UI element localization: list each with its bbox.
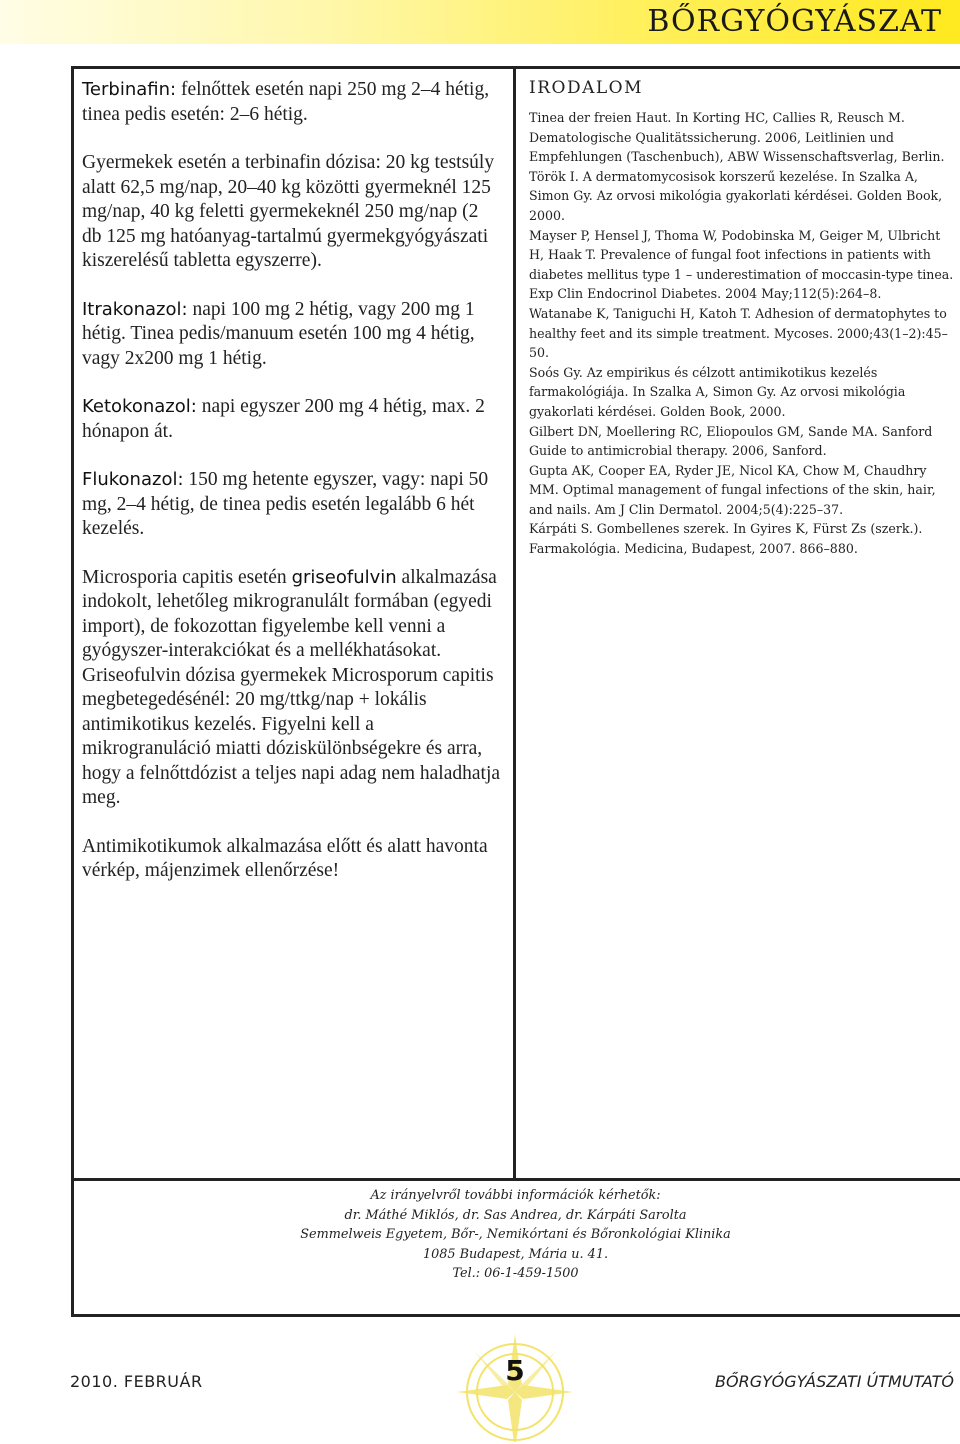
ketokonazol-paragraph (82, 395, 502, 444)
contact-info (71, 1186, 960, 1284)
drug-name-terbinafin: Terbinafin: (82, 79, 177, 100)
contact-authors: dr. Máthé Miklós, dr. Sas Andrea, dr. Kárpáti Sarolta (344, 1207, 687, 1223)
contact-institution: Semmelweis Egyetem, Bőr-, Nemikórtani és Bőronkológiai Klinika (300, 1227, 731, 1243)
drug-name-griseofulvin: griseofulvin (291, 566, 397, 588)
references-title: IRODALOM (529, 78, 643, 98)
contact-intro: Az irányelvről további információk kérhetők: (370, 1188, 661, 1203)
publication-title: BŐRGYÓGYÁSZATI ÚTMUTATÓ (715, 1372, 954, 1391)
drug-name-ketokonazol: Ketokonazol: (82, 396, 197, 417)
page-number: 5 (505, 1354, 525, 1387)
dosage-column (82, 78, 502, 908)
reference-item: Török I. A dermatomycosisok korszerű kezelése. In Szalka A, Simon Gy. Az orvosi mikológia gyakorlati kérdései. Golden Book, 2000. (529, 168, 943, 223)
child-dose-paragraph: Gyermekek esetén a terbinafin dózisa: 20 kg testsúly alatt 62,5 mg/nap, 20–40 kg közötti gyermeknél 125 mg/nap, 40 kg feletti gyermekeknél 250 mg/nap (2 db 125 mg hatóanyag-tartalmú gyermekgyógyászati kiszerelésű tabletta egyszerre). (82, 152, 495, 271)
microsporia-text-after: alkalmazása indokolt, lehetőleg mikrogranulált formában (egyedi import), de fokozottan figyelembe kell venni a gyógyszer-interakciókat és a mellékhatásokat. Griseofulvin dózisa gyermekek Microsporum capitis megbetegedésénél: 20 mg/ttkg/nap + lokális antimikotikus kezelés. Figyelni kell a mikrogranuláció miatti dóziskülönbségekre és arra, hogy a felnőttdózist a teljes napi adag nem haladhatja meg. (82, 566, 501, 808)
terbinafin-text: felnőttek esetén napi 250 mg 2–4 hétig, tinea pedis esetén: 2–6 hétig. (82, 79, 490, 125)
reference-item: Gupta AK, Cooper EA, Ryder JE, Nicol KA, Chow M, Chaudhry MM. Optimal management of fungal infections of the skin, hair, and nails. Am J Clin Dermatol. 2004;5(4):225–37. (529, 462, 936, 517)
journal-title: BŐRGYÓGYÁSZAT (647, 4, 942, 39)
contact-phone: Tel.: 06-1-459-1500 (452, 1266, 579, 1282)
flukonazol-paragraph (82, 468, 502, 542)
itrakonazol-text: napi 100 mg 2 hétig, vagy 200 mg 1 hétig. Tinea pedis/manuum esetén 100 mg 4 hétig, vagy 2x200 mg 1 hétig. (82, 298, 475, 369)
drug-name-itrakonazol: Itrakonazol: (82, 298, 188, 320)
flukonazol-text: 150 mg hetente egyszer, vagy: napi 50 mg, 2–4 hétig, de tinea pedis esetén legalább 6 hét kezelés. (82, 469, 489, 539)
reference-item: Tinea der freien Haut. In Korting HC, Callies R, Reusch M. Dematologische Qualitätssicherung. 2006, Leitlinien und Empfehlungen (Taschenbuch), ABW Wissenschaftsverlag, Berlin. (529, 110, 945, 165)
microsporia-text-before: Microsporia capitis esetén (82, 566, 292, 588)
reference-item: Watanabe K, Taniguchi H, Katoh T. Adhesion of dermatophytes to healthy feet and its simple treatment. Mycoses. 2000;43(1–2):45–50. (529, 305, 948, 361)
reference-item: Kárpáti S. Gombellenes szerek. In Gyires K, Fürst Zs (szerk.). Farmakológia. Medicina, Budapest, 2007. 866–880. (529, 521, 923, 557)
microsporia-paragraph (82, 566, 502, 811)
references-column (529, 76, 954, 559)
contact-address: 1085 Budapest, Mária u. 41. (422, 1246, 609, 1262)
monitoring-paragraph: Antimikotikumok alkalmazása előtt és alatt havonta vérkép, májenzimek ellenőrzése! (82, 835, 488, 881)
issue-date: 2010. FEBRUÁR (70, 1372, 203, 1391)
itrakonazol-paragraph (82, 298, 502, 372)
ketokonazol-text: napi egyszer 200 mg 4 hétig, max. 2 hónapon át. (82, 396, 485, 442)
terbinafin-paragraph (82, 78, 502, 127)
reference-item: Mayser P, Hensel J, Thoma W, Podobinska M, Geiger M, Ulbricht H, Haak T. Prevalence of fungal foot infections in patients with diabetes mellitus type 1 – underestimation of moccasin-type tinea. Exp Clin Endocrinol Diabetes. 2004 May;112(5):264–8. (529, 227, 954, 302)
drug-name-flukonazol: Flukonazol: (82, 469, 184, 490)
reference-item: Soós Gy. Az empirikus és célzott antimikotikus kezelés farmakológiája. In Szalka A, Simon Gy. Az orvosi mikológia gyakorlati kérdései. Golden Book, 2000. (529, 364, 906, 419)
contact-separator (71, 1178, 960, 1181)
reference-item: Gilbert DN, Moellering RC, Eliopoulos GM, Sande MA. Sanford Guide to antimicrobial therapy. 2006, Sanford. (529, 423, 933, 459)
